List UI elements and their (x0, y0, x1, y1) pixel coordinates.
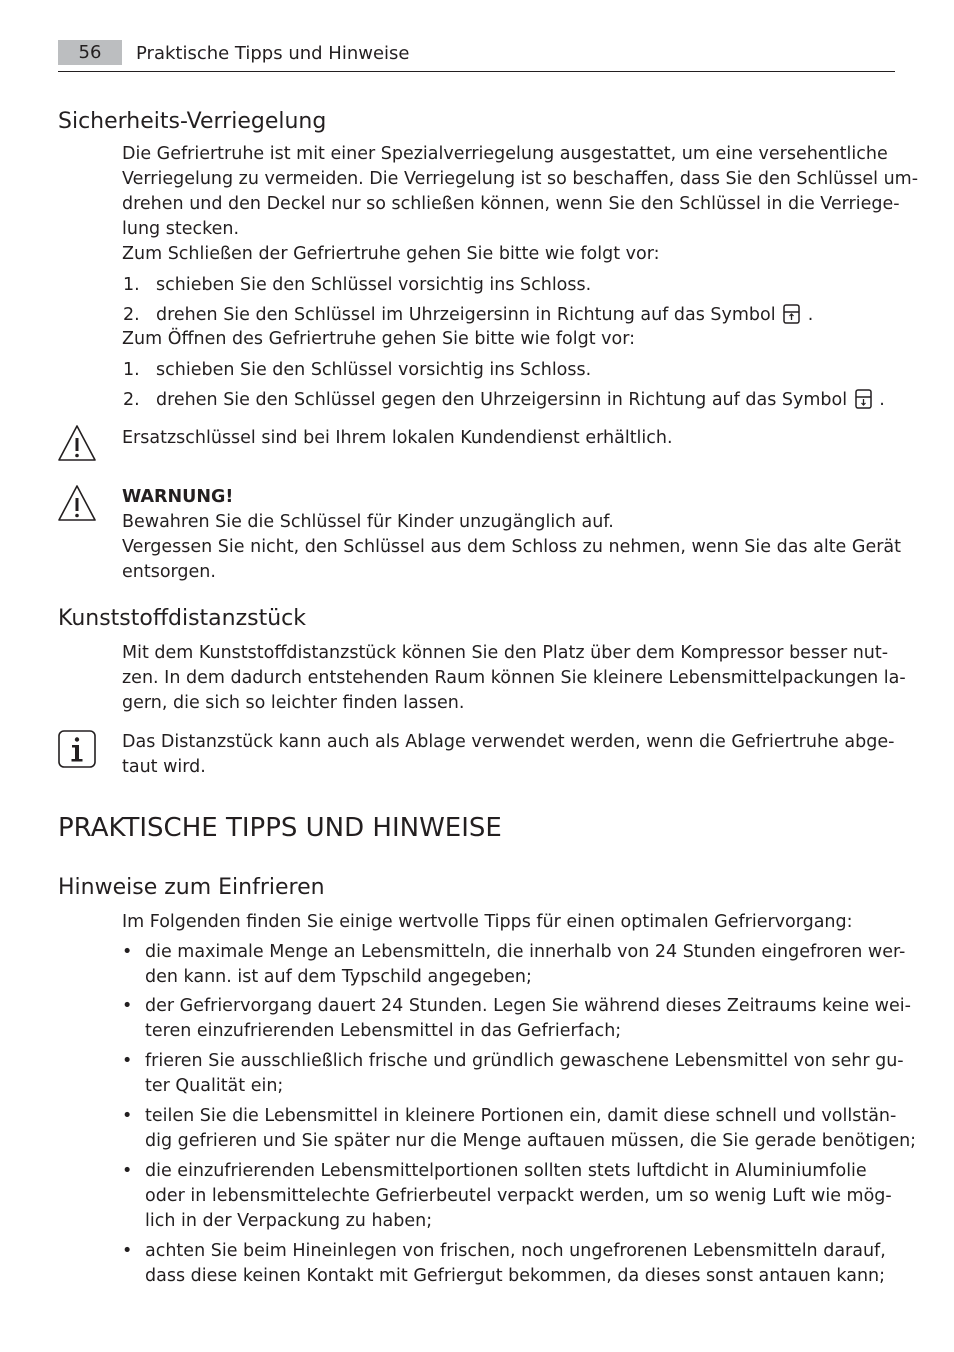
text-line: teren einzufrierenden Lebensmittel in das Gefrierfach; (145, 1021, 622, 1041)
text-line: Vergessen Sie nicht, den Schlüssel aus dem Schloss zu nehmen, wenn Sie das alte Gerät (122, 537, 901, 557)
text-line: teilen Sie die Lebensmittel in kleinere Portionen ein, damit diese schnell und vollstän- (145, 1106, 897, 1126)
list-item (145, 940, 905, 990)
bullet-marker: • (122, 942, 133, 962)
text-line: der Gefriervorgang dauert 24 Stunden. Legen Sie während dieses Zeitraums keine wei- (145, 996, 911, 1016)
info-icon (57, 729, 97, 769)
chapter-title: PRAKTISCHE TIPPS UND HINWEISE (58, 813, 502, 843)
open-intro: Zum Öffnen des Gefriertruhe gehen Sie bitte wie folgt vor: (122, 329, 635, 349)
text-line: zen. In dem dadurch entstehenden Raum können Sie kleinere Lebensmittelpackungen la- (122, 668, 906, 688)
running-title: Praktische Tipps und Hinweise (136, 43, 410, 64)
step-text: schieben Sie den Schlüssel vorsichtig ins Schloss. (156, 360, 592, 380)
lock-intro (122, 142, 918, 267)
page-number: 56 (58, 40, 122, 65)
lock-closed-symbol-icon (783, 304, 800, 324)
bullet-marker: • (122, 1051, 133, 1071)
bullet-marker: • (122, 1106, 133, 1126)
list-item (145, 1104, 916, 1154)
page-header (58, 40, 895, 72)
step-number: 1. (123, 275, 140, 295)
bullet-marker: • (122, 1161, 133, 1181)
step-number: 2. (123, 390, 140, 410)
step-text: schieben Sie den Schlüssel vorsichtig ins Schloss. (156, 275, 592, 295)
section-heading-lock: Sicherheits-Verriegelung (58, 109, 327, 134)
lock-open-symbol-icon (855, 389, 872, 409)
text-line: Das Distanzstück kann auch als Ablage verwendet werden, wenn die Gefriertruhe abge- (122, 732, 895, 752)
text-line: gern, die sich so leichter finden lassen. (122, 693, 465, 713)
text-line: dass diese keinen Kontakt mit Gefriergut bekommen, da dieses sonst antauen kann; (145, 1266, 886, 1286)
close-step-2 (156, 303, 813, 328)
text-line: Zum Schließen der Gefriertruhe gehen Sie bitte wie folgt vor: (122, 244, 660, 264)
list-item (145, 994, 911, 1044)
text-line: dig gefrieren und Sie später nur die Menge auftauen müssen, die Sie gerade benötigen; (145, 1131, 917, 1151)
caution-icon (57, 423, 97, 463)
warning-icon (57, 483, 97, 523)
text-line: Mit dem Kunststoffdistanzstück können Sie den Platz über dem Kompressor besser nut- (122, 643, 889, 663)
step-number: 2. (123, 305, 140, 325)
section-heading-spacer: Kunststoffdistanzstück (58, 606, 307, 631)
bullet-marker: • (122, 1241, 133, 1261)
spacer-info-note (122, 730, 894, 780)
spare-key-note: Ersatzschlüssel sind bei Ihrem lokalen Kundendienst erhältlich. (122, 428, 673, 448)
text-line: drehen und den Deckel nur so schließen können, wenn Sie den Schlüssel in die Verriege- (122, 194, 900, 214)
section-heading-freezing: Hinweise zum Einfrieren (58, 875, 325, 900)
open-step-2 (156, 388, 885, 413)
warning-block (122, 485, 901, 585)
text-line: ter Qualität ein; (145, 1076, 284, 1096)
text-line: frieren Sie ausschließlich frische und gründlich gewaschene Lebensmittel von sehr gu- (145, 1051, 904, 1071)
step-number: 1. (123, 360, 140, 380)
text-line: Bewahren Sie die Schlüssel für Kinder unzugänglich auf. (122, 512, 614, 532)
step-text: drehen Sie den Schlüssel im Uhrzeigersinn in Richtung auf das Symbol (156, 305, 776, 325)
text-line: oder in lebensmittelechte Gefrierbeutel verpackt werden, um so wenig Luft wie mög- (145, 1186, 892, 1206)
text-line: den kann. ist auf dem Typschild angegeben; (145, 967, 532, 987)
text-line: entsorgen. (122, 562, 216, 582)
list-item (145, 1239, 886, 1289)
text-line: lung stecken. (122, 219, 240, 239)
bullet-marker: • (122, 996, 133, 1016)
warning-title: WARNUNG! (122, 487, 234, 507)
step-end: . (807, 305, 814, 325)
text-line: achten Sie beim Hineinlegen von frischen, noch ungefrorenen Lebensmitteln darauf, (145, 1241, 886, 1261)
text-line: die maximale Menge an Lebensmitteln, die innerhalb von 24 Stunden eingefroren wer- (145, 942, 906, 962)
spacer-paragraph (122, 641, 906, 716)
text-line: Die Gefriertruhe ist mit einer Spezialverriegelung ausgestattet, um eine versehentliche (122, 144, 888, 164)
freezing-intro: Im Folgenden finden Sie einige wertvolle Tipps für einen optimalen Gefriervorgang: (122, 912, 853, 932)
step-end: . (879, 390, 885, 410)
text-line: lich in der Verpackung zu haben; (145, 1211, 433, 1231)
text-line: Verriegelung zu vermeiden. Die Verriegelung ist so beschaffen, dass Sie den Schlüssel um- (122, 169, 919, 189)
step-text: drehen Sie den Schlüssel gegen den Uhrzeigersinn in Richtung auf das Symbol (156, 390, 848, 410)
list-item (145, 1049, 904, 1099)
text-line: die einzufrierenden Lebensmittelportionen sollten stets luftdicht in Aluminiumfolie (145, 1161, 867, 1181)
text-line: taut wird. (122, 757, 206, 777)
list-item (145, 1159, 892, 1234)
